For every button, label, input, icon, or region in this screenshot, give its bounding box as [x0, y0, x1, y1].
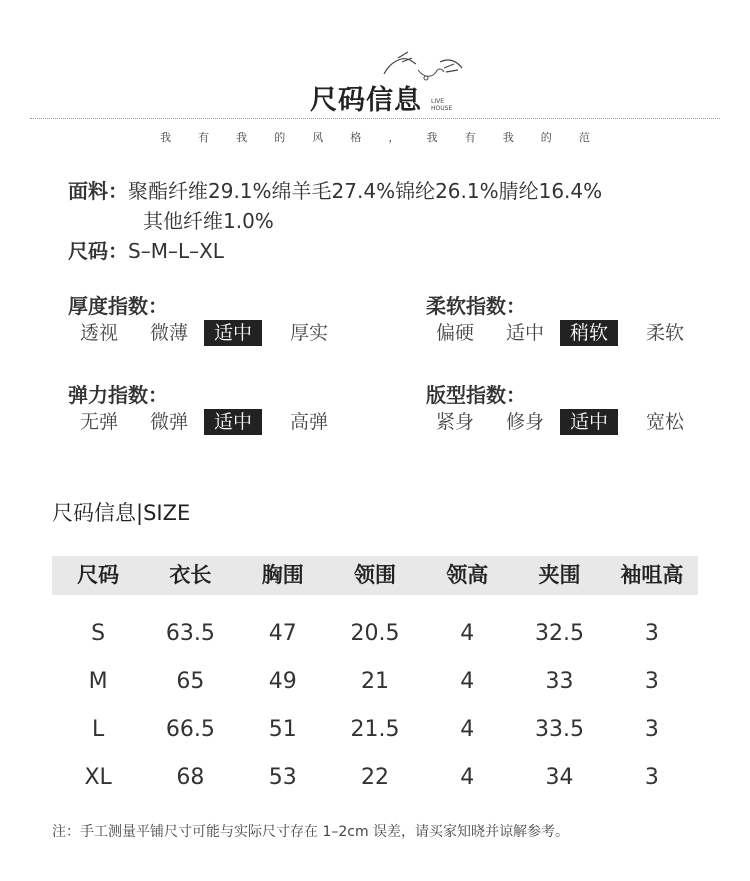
- fit-option-selected: 适中: [560, 409, 618, 435]
- slogan-char: 格: [350, 131, 362, 144]
- table-row: [52, 763, 698, 793]
- thickness-option-selected: 适中: [204, 320, 262, 346]
- table-row: [52, 667, 698, 697]
- elasticity-option: 高弹: [289, 411, 328, 433]
- house-text: HOUSE: [431, 105, 453, 112]
- table-cell: 3: [644, 621, 659, 646]
- softness-options: [420, 320, 700, 346]
- slogan-char: 我: [426, 131, 438, 144]
- table-cell: M: [88, 669, 108, 694]
- slogan: [160, 129, 590, 145]
- page-title: 尺码信息: [310, 85, 422, 116]
- slogan-char: 有: [198, 131, 210, 144]
- table-cell: 21: [360, 669, 389, 694]
- thickness-option: 透视: [79, 322, 118, 344]
- elasticity-options: [64, 409, 344, 435]
- fabric-line2: 其他纤维1.0%: [143, 209, 274, 233]
- table-header-cell: 胸围: [261, 563, 304, 587]
- fit-options: [420, 409, 700, 435]
- table-header-cell: 夹围: [538, 563, 581, 587]
- table-cell: 68: [176, 765, 205, 790]
- table-cell: L: [92, 717, 105, 742]
- table-header-cell: 领围: [353, 563, 396, 587]
- thickness-option: 微薄: [149, 322, 188, 344]
- slogan-char: ，: [388, 131, 400, 144]
- thickness-title: 厚度指数：: [68, 294, 168, 318]
- elasticity-option: 无弹: [79, 411, 118, 433]
- table-cell: 20.5: [350, 621, 400, 646]
- fabric-line1: 聚酯纤维29.1%绵羊毛27.4%锦纶26.1%腈纶16.4%: [128, 179, 603, 203]
- fabric-info: [68, 176, 602, 266]
- fabric-label: 面料：: [68, 179, 128, 203]
- table-cell: 3: [644, 717, 659, 742]
- table-header-cell: 袖咀高: [620, 563, 684, 587]
- thickness-options: [64, 320, 344, 346]
- table-cell: 53: [268, 765, 297, 790]
- live-text: LIVE: [431, 98, 445, 105]
- slogan-char: 我: [236, 131, 248, 144]
- table-cell: 47: [268, 621, 297, 646]
- slogan-char: 风: [312, 131, 324, 144]
- softness-option: 柔软: [645, 322, 684, 344]
- softness-title: 柔软指数：: [426, 294, 526, 318]
- table-header-cell: 尺码: [77, 563, 120, 587]
- slogan-char: 的: [540, 131, 552, 144]
- table-header: [52, 556, 698, 595]
- table-cell: 4: [460, 669, 475, 694]
- elasticity-option-selected: 适中: [204, 409, 262, 435]
- slogan-char: 范: [578, 131, 590, 144]
- size-value: S–M–L–XL: [128, 239, 224, 263]
- table-cell: 65: [176, 669, 205, 694]
- thickness-option: 厚实: [289, 322, 328, 344]
- slogan-char: 的: [274, 131, 286, 144]
- fit-option: 宽松: [645, 411, 684, 433]
- table-header-cell: 领高: [446, 563, 489, 587]
- fit-option: 紧身: [435, 411, 474, 433]
- size-label: 尺码：: [68, 239, 128, 263]
- table-cell: 21.5: [350, 717, 400, 742]
- table-cell: 32.5: [535, 621, 585, 646]
- table-cell: S: [91, 621, 106, 646]
- table-cell: 63.5: [165, 621, 215, 646]
- table-cell: 34: [545, 765, 574, 790]
- table-cell: 66.5: [165, 717, 215, 742]
- elasticity-option: 微弹: [149, 411, 188, 433]
- table-cell: 33.5: [535, 717, 585, 742]
- softness-option: 适中: [505, 322, 544, 344]
- fit-option: 修身: [505, 411, 544, 433]
- table-header-cell: 衣长: [169, 563, 212, 587]
- divider: [30, 118, 720, 119]
- table-cell: 3: [644, 669, 659, 694]
- table-cell: 33: [545, 669, 574, 694]
- table-row: [52, 619, 698, 649]
- table-cell: 4: [460, 717, 475, 742]
- slogan-char: 我: [502, 131, 514, 144]
- table-cell: 49: [268, 669, 297, 694]
- table-cell: 51: [268, 717, 297, 742]
- table-cell: 22: [360, 765, 389, 790]
- softness-option: 偏硬: [435, 322, 474, 344]
- fit-title: 版型指数：: [426, 383, 526, 407]
- measurement-note: 注：手工测量平铺尺寸可能与实际尺寸存在 1–2cm 误差，请买家知晓并谅解参考。: [52, 824, 570, 840]
- slogan-char: 有: [464, 131, 476, 144]
- live-house-label: [431, 98, 452, 112]
- size-section-title: 尺码信息|SIZE: [52, 501, 191, 525]
- table-cell: XL: [84, 765, 112, 790]
- slogan-char: 我: [160, 131, 171, 144]
- softness-option-selected: 稍软: [560, 320, 618, 346]
- table-cell: 4: [460, 765, 475, 790]
- table-cell: 4: [460, 621, 475, 646]
- elasticity-title: 弹力指数：: [68, 383, 168, 407]
- table-cell: 3: [644, 765, 659, 790]
- table-row: [52, 715, 698, 745]
